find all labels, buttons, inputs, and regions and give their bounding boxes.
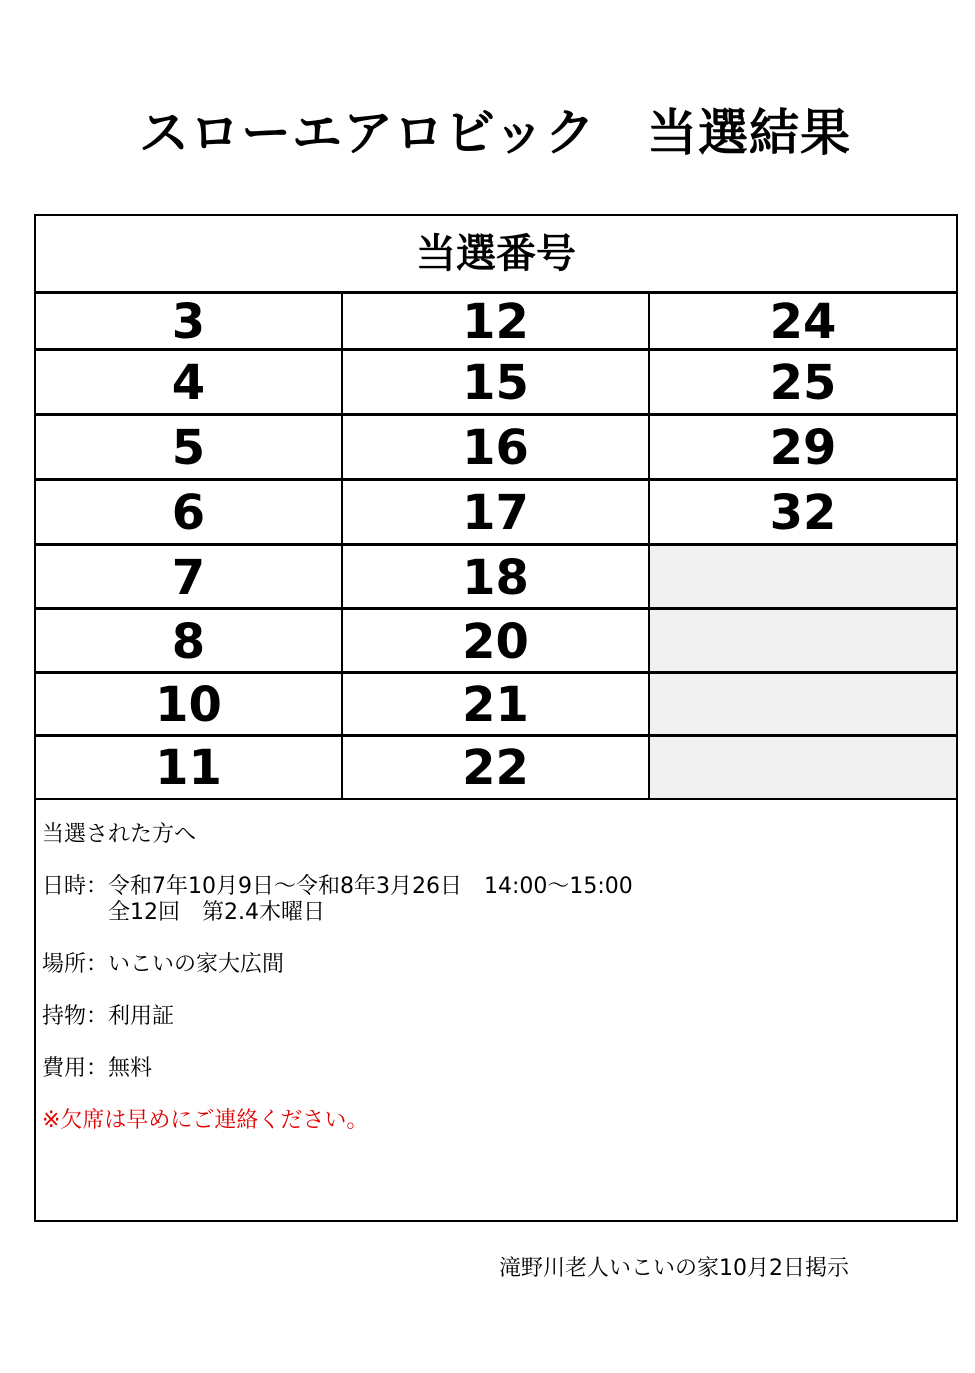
- posting-note: 滝野川老人いこいの家10月2日掲示: [499, 1256, 849, 1281]
- winning-number-cell: 5: [36, 416, 343, 481]
- info-cost: 費用：無料: [42, 1056, 153, 1081]
- winning-number-cell: 15: [343, 351, 650, 416]
- winning-number-cell: 24: [650, 294, 956, 351]
- empty-number-cell: [650, 674, 956, 737]
- info-section: [42, 822, 942, 1134]
- info-place: 場所：いこいの家大広間: [42, 952, 285, 977]
- empty-number-cell: [650, 546, 956, 610]
- info-intro: 当選された方へ: [42, 822, 197, 847]
- winning-number-cell: 22: [343, 737, 650, 800]
- winning-numbers-header: 当選番号: [36, 216, 956, 294]
- winning-numbers-grid: [36, 294, 956, 800]
- winning-number-cell: 6: [36, 481, 343, 546]
- winning-number-cell: 17: [343, 481, 650, 546]
- winning-number-cell: 10: [36, 674, 343, 737]
- page-title: スローエアロビック 当選結果: [139, 104, 851, 162]
- empty-number-cell: [650, 610, 956, 674]
- winning-number-cell: 32: [650, 481, 956, 546]
- winning-number-cell: 11: [36, 737, 343, 800]
- info-belongings: 持物：利用証: [42, 1004, 175, 1029]
- results-board: [34, 214, 958, 1222]
- winning-number-cell: 20: [343, 610, 650, 674]
- winning-number-cell: 8: [36, 610, 343, 674]
- info-datetime-line1: 日時：令和7年10月9日～令和8年3月26日 14:00～15:00: [42, 874, 633, 899]
- info-notice: ※欠席は早めにご連絡ください。: [42, 1108, 369, 1133]
- winning-number-cell: 3: [36, 294, 343, 351]
- winning-number-cell: 7: [36, 546, 343, 610]
- winning-number-cell: 29: [650, 416, 956, 481]
- winning-number-cell: 4: [36, 351, 343, 416]
- empty-number-cell: [650, 737, 956, 800]
- winning-number-cell: 18: [343, 546, 650, 610]
- winning-number-cell: 12: [343, 294, 650, 351]
- winning-number-cell: 25: [650, 351, 956, 416]
- winning-number-cell: 16: [343, 416, 650, 481]
- info-datetime-line2: 全12回 第2.4木曜日: [42, 900, 325, 925]
- winning-number-cell: 21: [343, 674, 650, 737]
